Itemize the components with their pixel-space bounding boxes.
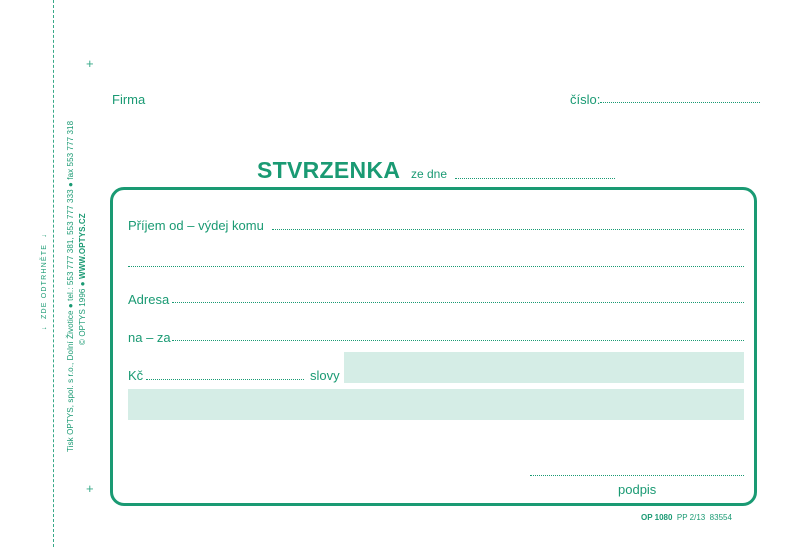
- slovy-field[interactable]: [344, 352, 744, 383]
- arrow-down-icon: ↓: [41, 325, 48, 330]
- prijem-field[interactable]: [272, 229, 744, 230]
- na-za-field[interactable]: [172, 340, 744, 341]
- slovy-field-line2[interactable]: [128, 389, 744, 420]
- cislo-label: číslo:: [570, 92, 601, 107]
- adresa-field[interactable]: [172, 302, 744, 303]
- cislo-field[interactable]: [600, 102, 760, 103]
- podpis-label: podpis: [618, 482, 657, 497]
- kc-amount-field[interactable]: [146, 379, 304, 380]
- tear-here-label: ↓ ZDE ODTRHNĚTE ↓: [41, 232, 48, 330]
- adresa-label: Adresa: [128, 292, 170, 307]
- registration-mark-top: +: [86, 56, 94, 71]
- firma-label: Firma: [112, 92, 146, 107]
- registration-mark-bottom: +: [86, 481, 94, 496]
- slovy-label: slovy: [310, 368, 340, 383]
- kc-label: Kč: [128, 368, 144, 383]
- prijem-field-line2[interactable]: [128, 266, 744, 267]
- printer-info-line2: © OPTYS 1996 ● WWW.OPTYS.CZ: [78, 213, 87, 345]
- printer-info-line1: Tisk OPTYS, spol. s r.o., Dolní Životice ● tel.: 553 777 381, 553 777 333 ● fax 553 777 318: [66, 120, 75, 452]
- na-za-label: na – za: [128, 330, 171, 345]
- date-field[interactable]: [455, 178, 615, 179]
- ze-dne-label: ze dne: [411, 167, 448, 181]
- arrow-down-icon: ↓: [41, 232, 48, 238]
- prijem-label: Příjem od – výdej komu: [128, 218, 264, 233]
- document-title: STVRZENKA: [257, 157, 401, 183]
- tear-line: [53, 0, 54, 547]
- form-box: [110, 187, 757, 506]
- form-code: OP 1080 PP 2/13 83554: [641, 513, 732, 522]
- signature-field[interactable]: [530, 475, 744, 476]
